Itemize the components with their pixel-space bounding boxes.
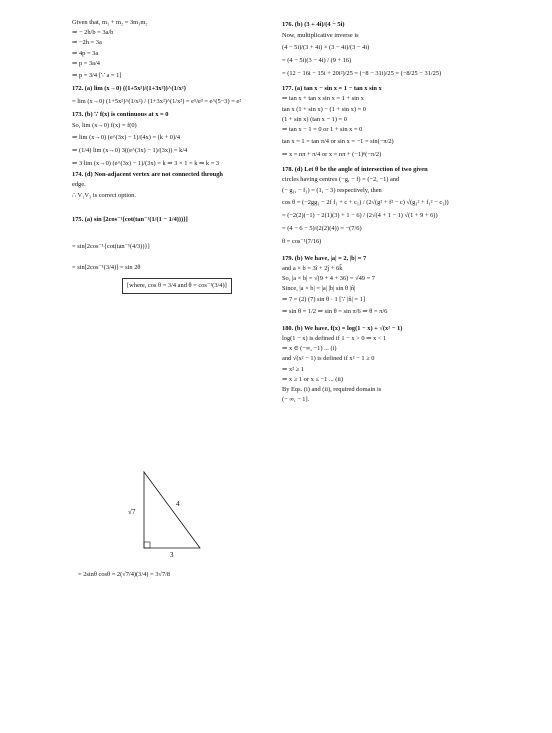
text-line: ⇒ − 2h/b = 3a/b [72,29,114,37]
text-line: tan x (1 + sin x) − (1 + sin x) = 0 [282,105,366,113]
question-178: 178. (d) Let θ be the angle of intersection of two given [282,166,428,174]
text-line: ∴ V₁V₃ is correct option. [72,191,136,199]
text-line: = (12 − 16i − 15i + 20i²)/25 = (−8 − 31i)/25 = (−8/25 − 31/25) [282,70,442,78]
right-triangle-figure [128,468,210,559]
text-line: cos θ = (−2gg₁ − 2f f₁ + c + c₁) / (2√(g² + f² − c) √(g₁² + f₁² − c₁)) [282,198,449,206]
text-line: = sin[2cos⁻¹(3/4)] = sin 2θ [72,263,141,271]
question-172: 172. (a) lim (x→0) ((1+5x²)/(1+3x²))^(1/x²) [72,85,186,93]
text-line: So, |a × b| = √(9 + 4 + 36) = √49 = 7 [282,275,375,283]
text-line: So, lim (x→0) f(x) = f(0) [72,122,137,130]
question-173: 173. (b) ∵ f(x) is continuous at x = 0 [72,111,169,119]
right-column [282,18,520,405]
text-line: Now, multiplicative inverse is [282,32,359,39]
text-line: ⇒ 7 = (2) (7) sin θ · 1 [∵ |n̂| = 1] [282,295,365,303]
text-line: edge. [72,181,86,189]
question-180: 180. (b) We have, f(x) = log(1 − x) + √(x² − 1) [282,324,403,332]
opposite-label: √7 [128,508,136,516]
text-line: ⇒ x = nπ + π/4 or x = nπ + (−1)ⁿ(−π/2) [282,151,382,159]
text-line: Since, |a × b| = |a| |b| sin θ |n̂| [282,285,356,293]
text-line: and a × b = 3î + 2ĵ + 6k̂ [282,265,343,273]
text-line: and √(x² − 1) is defined if x² − 1 ≥ 0 [282,355,375,363]
text-line: ⇒ x² ≥ 1 [282,365,304,373]
text-line: = 2sinθ cosθ = 2(√7/4)(3/4) = 3√7/8 [78,571,171,578]
text-line: = sin[2cos⁻¹{cot(tan⁻¹(4/3))}] [72,242,150,250]
hypotenuse-label: 4 [176,500,180,508]
text-line: tan x = 1 = tan π/4 or sin x = −1 = sin(−π/2) [282,138,394,146]
text-line: circles having centres (−g, − f) = (−2, −1) and [282,176,400,184]
text-line: ⇒ −2h = 3a [72,39,102,47]
text-line: = lim (x→0) (1+5x²)^(1/x²) / (1+3x²)^(1/x²) = e⁵/e³ = e^(5−3) = e² [72,98,242,106]
text-line: = (−2(2)(−1) − 2(1)(3) + 1 − 6) / (2√(4 + 1 − 1) √(1 + 9 + 6)) [282,211,438,219]
text-line: = (4 − 5i)(3 − 4i) / (9 + 16) [282,57,352,65]
text-line: = (4 − 6 − 5)/(2(2)(4)) = −(7/6) [282,224,362,232]
text-line: θ = cos⁻¹(7/16) [282,237,322,245]
text-line: Given that, m₁ + m₂ = 3m₁m₂ [72,19,148,26]
question-176: 176. (b) (3 + 4i)/(4 − 5i) [282,21,345,28]
text-line: ⇒ p = 3/4 [∵ a = 1] [72,72,122,80]
text-line: ⇒ (1/4) lim (x→0) 3((e^(3x) − 1)/(3x)) = k/4 [72,147,188,155]
question-177: 177. (a) tan x − sin x = 1 − tan x sin x [282,85,382,93]
text-line: ⇒ x ≥ 1 or x ≤ −1 ... (ii) [282,375,344,383]
left-column [72,18,308,297]
text-line: ⇒ x ∈ (−∞, −1) ... (i) [282,345,337,353]
text-line: log(1 − x) is defined if 1 − x > 0 ⇒ x < 1 [282,335,387,343]
text-line: ⇒ 4p = 3a [72,49,99,57]
text-line: ⇒ 3 lim (x→0) (e^(3x) − 1)/(3x) = k ⇒ 3 × 1 = k ⇒ k = 3 [72,160,220,168]
text-line: ⇒ tan x + tan x sin x = 1 + sin x [282,95,364,103]
text-line: (4 − 5i)/(3 + 4i) × (3 − 4i)/(3 − 4i) [282,44,370,52]
text-line: ⇒ lim (x→0) (e^(3x) − 1)/(4x) = (k + 0)/4 [72,134,181,142]
text-line: (− ∞, − 1]. [282,396,310,404]
text-line: ⇒ sin θ = 1/2 ⇒ sin θ = sin π/6 ⇒ θ = π/6 [282,307,388,315]
text-line: ⇒ p = 3a/4 [72,59,100,67]
question-174: 174. (d) Non-adjacent vertex are not connected through [72,171,223,179]
text-line: ⇒ tan x − 1 = 0 or 1 + sin x = 0 [282,126,363,134]
text-line: By Eqs. (i) and (ii), required domain is [282,386,382,394]
text-line: (1 + sin x) (tan x − 1) = 0 [282,115,347,123]
question-179: 179. (b) We have, |a| = 2, |b| = 7 [282,254,367,262]
where-box: [where, cos θ = 3/4 and θ = cos⁻¹(3/4)] [122,278,232,294]
adjacent-label: 3 [170,551,174,559]
text-line: (− g₁, − f₁) = (1, − 3) respectively, then [282,186,382,194]
question-175: 175. (a) sin [2cos⁻¹{cot(tan⁻¹(1/(1 − 1/4)))}] [72,215,188,223]
